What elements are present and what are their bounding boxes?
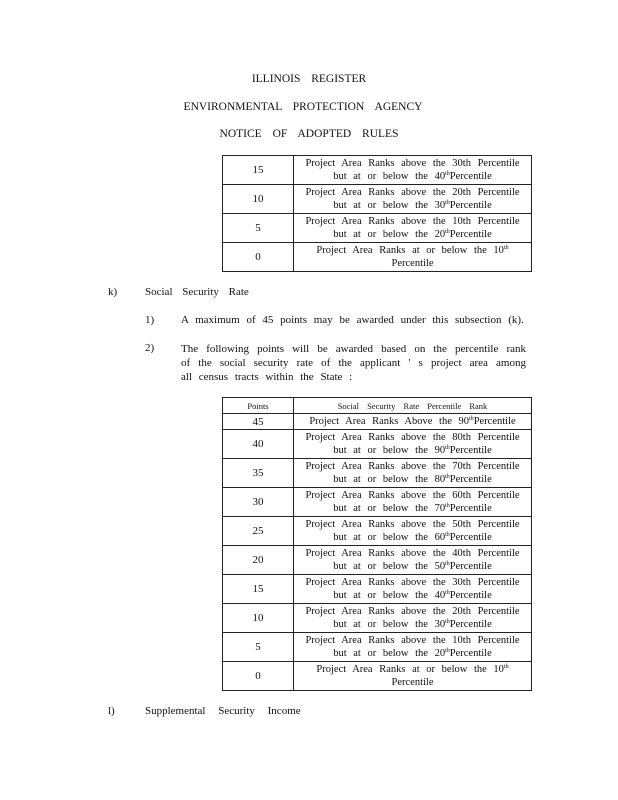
description-text: Project Area Ranks above the 60th Percentile	[305, 490, 520, 501]
item-2-text: The following points will be awarded based on the percentile rank of the social security rate of the applicant ' s project area among all census tracts within the State :	[181, 343, 526, 383]
points-cell: 40	[223, 430, 294, 459]
description-text: but at or below the 80	[333, 474, 446, 485]
description-text: Percentile	[449, 503, 492, 514]
points-cell: 15	[223, 575, 294, 604]
rank-description-cell	[294, 575, 532, 604]
description-line	[294, 605, 531, 618]
points-cell: 0	[223, 662, 294, 691]
description-line	[294, 502, 531, 515]
description-line	[294, 531, 531, 544]
description-text: Percentile	[449, 648, 492, 659]
notice-title: NOTICE OF ADOPTED RULES	[219, 128, 399, 140]
ordinal-superscript: th	[503, 664, 509, 670]
description-text: Percentile	[449, 229, 492, 240]
table-row	[223, 459, 532, 488]
description-text: but at or below the 30	[333, 200, 446, 211]
rank-description-cell	[294, 214, 532, 243]
ordinal-superscript: th	[445, 619, 450, 625]
description-text: Percentile	[449, 619, 492, 630]
description-text: Project Area Ranks above the 80th Percentile	[305, 432, 520, 443]
description-line	[294, 228, 531, 241]
points-cell: 10	[223, 604, 294, 633]
item-1-number: 1)	[145, 314, 155, 326]
section-k-title: Social Security Rate	[145, 286, 249, 298]
ordinal-superscript: th	[445, 503, 450, 509]
ordinal-superscript: th	[469, 416, 474, 422]
description-text: Percentile	[391, 258, 434, 269]
rank-description-cell	[294, 517, 532, 546]
description-text: but at or below the 90	[333, 445, 446, 456]
description-line	[294, 257, 531, 270]
agency-title: ENVIRONMENTAL PROTECTION AGENCY	[183, 101, 423, 113]
points-cell: 15	[223, 156, 294, 185]
description-text: Project Area Ranks above the 10th Percentile	[305, 635, 520, 646]
rank-description-cell	[294, 546, 532, 575]
description-text: Project Area Ranks above the 50th Percentile	[305, 519, 520, 530]
rank-description-cell	[294, 243, 532, 272]
description-text: but at or below the 40	[333, 590, 446, 601]
description-line	[294, 244, 531, 257]
register-title: ILLINOIS REGISTER	[251, 73, 367, 85]
points-cell: 45	[223, 414, 294, 430]
table-row	[223, 430, 532, 459]
description-line	[294, 460, 531, 473]
rank-description-cell	[294, 662, 532, 691]
description-text: Project Area Ranks above the 20th Percentile	[305, 187, 520, 198]
points-cell: 25	[223, 517, 294, 546]
description-text: but at or below the 40	[333, 171, 446, 182]
ordinal-superscript: th	[445, 445, 450, 451]
points-cell: 20	[223, 546, 294, 575]
table-row	[223, 546, 532, 575]
ordinal-superscript: th	[445, 171, 450, 177]
description-text: but at or below the 30	[333, 619, 446, 630]
description-line	[294, 647, 531, 660]
description-text: Project Area Ranks at or below the 10	[316, 664, 504, 675]
column-header-points: Points	[223, 398, 294, 414]
column-header-rank: Social Security Rate Percentile Rank	[294, 398, 532, 414]
description-line	[294, 634, 531, 647]
description-text: Percentile	[449, 171, 492, 182]
ordinal-superscript: th	[445, 590, 450, 596]
description-text: Project Area Ranks above the 70th Percentile	[305, 461, 520, 472]
description-text: Percentile	[449, 590, 492, 601]
description-line	[294, 560, 531, 573]
description-line	[294, 444, 531, 457]
description-text: Percentile	[449, 200, 492, 211]
ordinal-superscript: th	[445, 474, 450, 480]
section-k-marker: k)	[108, 286, 118, 298]
ordinal-superscript: th	[445, 200, 450, 206]
table-row	[223, 575, 532, 604]
table-row	[223, 414, 532, 430]
rank-description-cell	[294, 459, 532, 488]
ordinal-superscript: th	[503, 245, 509, 251]
description-line	[294, 415, 531, 428]
points-cell: 5	[223, 214, 294, 243]
description-line	[294, 489, 531, 502]
continued-points-table	[222, 155, 532, 272]
ordinal-superscript: th	[445, 229, 450, 235]
social-security-points-table	[222, 397, 532, 691]
table-row	[223, 488, 532, 517]
description-line	[294, 170, 531, 183]
description-text: but at or below the 20	[333, 229, 446, 240]
rank-description-cell	[294, 414, 532, 430]
description-text: Project Area Ranks at or below the 10	[316, 245, 504, 256]
description-text: Project Area Ranks above the 30th Percentile	[305, 158, 520, 169]
section-l-title: Supplemental Security Income	[145, 705, 301, 717]
description-line	[294, 676, 531, 689]
table-row	[223, 633, 532, 662]
description-line	[294, 186, 531, 199]
points-cell: 5	[223, 633, 294, 662]
description-text: but at or below the 50	[333, 561, 446, 572]
table-header-row	[223, 398, 532, 414]
description-line	[294, 576, 531, 589]
description-text: but at or below the 60	[333, 532, 446, 543]
description-line	[294, 618, 531, 631]
description-line	[294, 473, 531, 486]
description-line	[294, 547, 531, 560]
description-line	[294, 589, 531, 602]
description-text: Project Area Ranks above the 10th Percentile	[305, 216, 520, 227]
description-text: Project Area Ranks above the 40th Percentile	[305, 548, 520, 559]
item-2-number: 2)	[145, 342, 155, 354]
description-text: but at or below the 20	[333, 648, 446, 659]
continued-table-body	[223, 156, 532, 272]
description-text: Project Area Ranks above the 20th Percentile	[305, 606, 520, 617]
rank-description-cell	[294, 156, 532, 185]
description-text: Percentile	[449, 532, 492, 543]
table-row	[223, 214, 532, 243]
points-cell: 35	[223, 459, 294, 488]
ordinal-superscript: th	[445, 648, 450, 654]
rank-description-cell	[294, 430, 532, 459]
description-line	[294, 215, 531, 228]
description-line	[294, 663, 531, 676]
description-line	[294, 199, 531, 212]
ordinal-superscript: th	[445, 532, 450, 538]
rank-description-cell	[294, 488, 532, 517]
description-text: but at or below the 70	[333, 503, 446, 514]
points-cell: 10	[223, 185, 294, 214]
table-row	[223, 517, 532, 546]
description-line	[294, 518, 531, 531]
points-cell: 30	[223, 488, 294, 517]
rank-description-cell	[294, 604, 532, 633]
rank-description-cell	[294, 185, 532, 214]
description-text: Project Area Ranks above the 30th Percentile	[305, 577, 520, 588]
description-text: Percentile	[449, 561, 492, 572]
ordinal-superscript: th	[445, 561, 450, 567]
description-text: Percentile	[391, 677, 434, 688]
item-1-text: A maximum of 45 points may be awarded under this subsection (k).	[181, 314, 524, 326]
table-row	[223, 156, 532, 185]
points-cell: 0	[223, 243, 294, 272]
description-line	[294, 157, 531, 170]
section-l-marker: l)	[108, 705, 115, 717]
description-text: Percentile	[473, 416, 516, 427]
description-text: Project Area Ranks Above the 90	[309, 416, 470, 427]
rank-description-cell	[294, 633, 532, 662]
table-row	[223, 185, 532, 214]
table-row	[223, 604, 532, 633]
description-text: Percentile	[449, 445, 492, 456]
description-line	[294, 431, 531, 444]
social-security-table-body	[223, 414, 532, 691]
table-row	[223, 662, 532, 691]
description-text: Percentile	[449, 474, 492, 485]
table-row	[223, 243, 532, 272]
